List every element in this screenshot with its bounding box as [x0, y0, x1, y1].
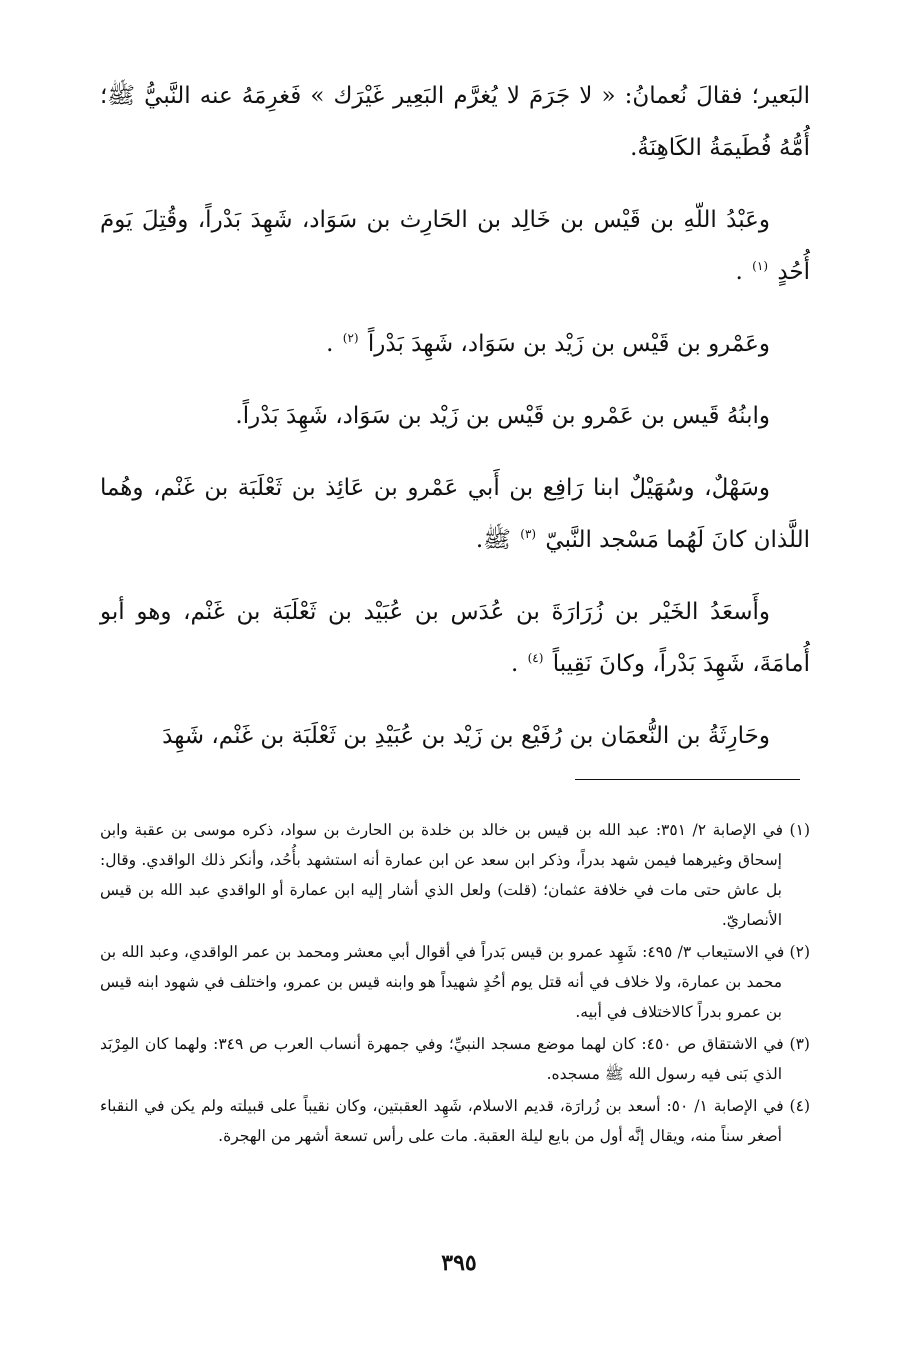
- paragraph-4: [100, 390, 810, 442]
- paragraph-7: [100, 710, 810, 762]
- paragraph-5-text: وسَهْلٌ، وسُهَيْلٌ ابنا رَافِع بن أَبي عَمْرو بن عَائِذ بن ثَعْلَبَة بن غَنْم، وهُما اللَّذان كانَ لَهُما مَسْجد النَّبيّ: [100, 475, 810, 553]
- page-number: ٣٩٥: [441, 1250, 477, 1276]
- paragraph-2-end: .: [735, 259, 743, 285]
- paragraph-3-text: وعَمْرو بن قَيْس بن زَيْد بن سَوَاد، شَهِدَ بَدْراً: [367, 331, 770, 357]
- paragraph-7-text: وحَارِثَةُ بن النُّعمَان بن رُفَيْع بن زَيْد بن عُبَيْدِ بن ثَعْلَبَة بن غَنْم، شَهِدَ: [162, 723, 770, 749]
- main-text: [100, 70, 810, 782]
- footnote-3: (٣) في الاشتقاق ص ٤٥٠: كان لهما موضع مسجد النبيِّ؛ وفي جمهرة أنساب العرب ص ٣٤٩: ولهما كان المِرْبَد الذي بَنى فيه رسول الله ﷺ مسجده.: [100, 1035, 810, 1083]
- footnote-divider: [575, 779, 800, 780]
- footnote-1: (١) في الإصابة ٢/ ٣٥١: عبد الله بن قيس بن خالد بن خلدة بن الحارث بن سواد، ذكره موسى بن عقبة وابن إسحاق وغيرهما فيمن شهد بدراً، وذكر ابن سعد عن ابن عمارة أنه استشهد بأُحُد، وأنكر ذلك الواقدي. وقال: بل عاش حتى مات في خلافة عثمان؛ (قلت) ولعل الذي أشار إليه ابن عمارة أو الواقدي عبد الله بن قيس الأنصاريّ.: [100, 821, 810, 929]
- paragraph-1: [100, 70, 810, 174]
- footnote-ref-3[interactable]: (٣): [520, 527, 537, 542]
- footnote-ref-2[interactable]: (٢): [342, 331, 359, 346]
- paragraph-6: [100, 586, 810, 690]
- paragraph-6-text: وأَسعَدُ الخَيْر بن زُرَارَةَ بن عُدَس بن عُبَيْد بن ثَعْلَبَة بن غَنْم، وهو أبو أُمامَةَ، شَهِدَ بَدْراً، وكانَ نَقِيباً: [100, 599, 810, 677]
- paragraph-3-end: .: [326, 331, 334, 357]
- paragraph-3: [100, 318, 810, 370]
- paragraph-5: [100, 462, 810, 566]
- footnote-4: (٤) في الإصابة ١/ ٥٠: أسعد بن زُرارَة، قديم الاسلام، شَهِد العقبتين، وكان نقيباً على قبيلته ولم يكن في النقباء أصغر سناً منه، ويقال إنَّه أول من بايع ليلة العقبة. مات على رأس تسعة أشهر من الهجرة.: [100, 1097, 810, 1145]
- footnotes-section: [100, 815, 810, 1153]
- paragraph-5-end: ﷺ.: [475, 527, 511, 553]
- footnote-ref-1[interactable]: (١): [752, 259, 768, 274]
- paragraph-2-text: وعَبْدُ اللّهِ بن قَيْس بن خَالِد بن الحَارِث بن سَوَاد، شَهِدَ بَدْراً، وقُتِلَ يَومَ أُحُدٍ: [100, 207, 810, 285]
- footnote-ref-4[interactable]: (٤): [527, 651, 544, 666]
- paragraph-1-text: البَعير؛ فقالَ نُعمانُ: « لا جَرَمَ لا يُغرَّم البَعِير غَيْرَك » فَغرِمَهُ عنه النَّبيُّ ﷺ؛ أُمُّهُ فُطَيمَةُ الكَاهِنَةُ.: [100, 83, 810, 161]
- footnote-2: (٢) في الاستيعاب ٣/ ٤٩٥: شَهِد عمرو بن قيس بَدراً في أقوال أبي معشر ومحمد بن عمر الواقدي، وعبد الله بن محمد بن عمارة، ولا خلاف في أنه قتل يوم أحُدٍ شهيداً هو وابنه قيس بن عمرو، واختلف في شهود ابنه قيس بن عمرو بدراً كالاختلاف في أبيه.: [100, 943, 810, 1021]
- paragraph-2: [100, 194, 810, 298]
- paragraph-4-text: وابنُهُ قَيس بن عَمْرو بن قَيْس بن زَيْد بن سَوَاد، شَهِدَ بَدْراً.: [235, 403, 770, 429]
- paragraph-6-end: .: [510, 651, 519, 677]
